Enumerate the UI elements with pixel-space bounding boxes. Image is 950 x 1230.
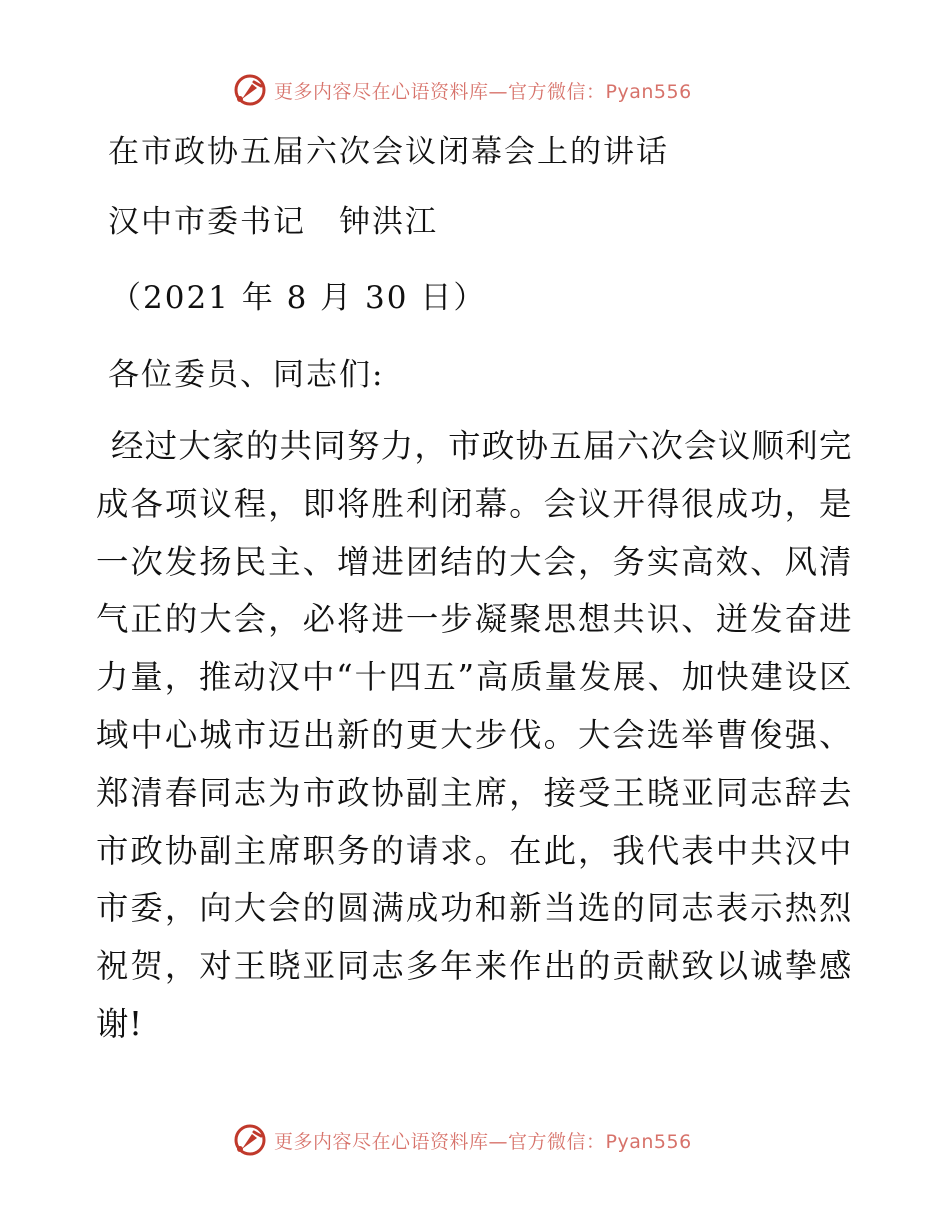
body-paragraph: 经过大家的共同努力，市政协五届六次会议顺利完成各项议程，即将胜利闭幕。会议开得很成功，是一次发扬民主、增进团结的大会，务实高效、风清气正的大会，必将进一步凝聚思想共识、迸发奋进力量，推动汉中“十四五”高质量发展、加快建设区域中心城市迈出新的更大步伐。大会选举曹俊强、郑清春同志为市政协副主席，接受王晓亚同志辞去市政协副主席职务的请求。在此，我代表中共汉中市委，向大会的圆满成功和新当选的同志表示热烈祝贺，对王晓亚同志多年来作出的贡献致以诚挚感谢! [96,427,852,1043]
date-line: （2021 年 8 月 30 日） [110,280,487,316]
watermark-footer [232,1120,692,1160]
watermark-text: 更多内容尽在心语资料库—官方微信：Pyan556 [274,80,692,103]
author-line: 汉中市委书记 钟洪江 [108,204,438,240]
pen-nib-circle-icon [232,1122,268,1158]
watermark-text: 更多内容尽在心语资料库—官方微信：Pyan556 [274,1130,692,1153]
document-title: 在市政协五届六次会议闭幕会上的讲话 [108,134,669,170]
salutation: 各位委员、同志们: [108,357,385,393]
pen-nib-circle-icon [232,72,268,108]
watermark-header [232,70,692,110]
